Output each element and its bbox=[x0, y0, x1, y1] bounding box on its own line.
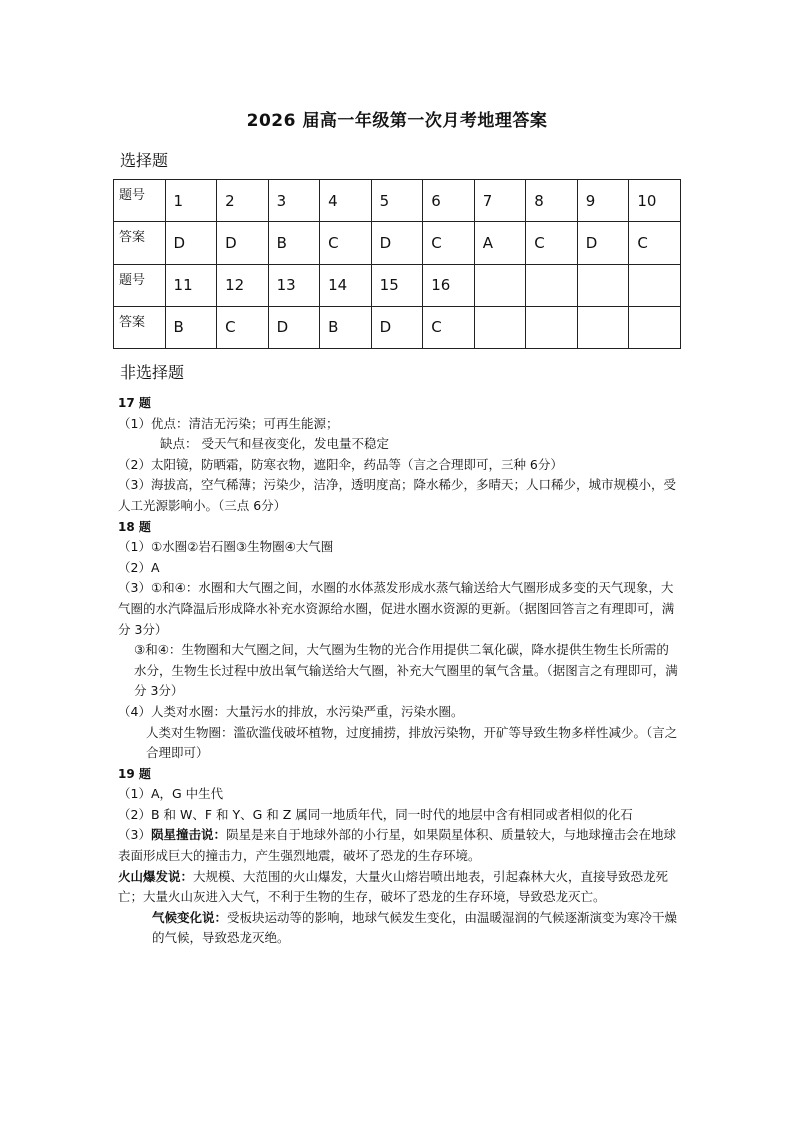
table-cell: 7 bbox=[474, 180, 526, 222]
q19-line-2: （2）B 和 W、F 和 Y、G 和 Z 属同一地质年代，同一时代的地层中含有相同或者相似的化石 bbox=[118, 806, 633, 822]
table-row bbox=[114, 222, 681, 264]
q19-line-3 bbox=[118, 825, 680, 866]
table-row bbox=[114, 306, 681, 348]
table-cell: 2 bbox=[217, 180, 269, 222]
q19-line-4 bbox=[118, 867, 680, 908]
table-cell: 5 bbox=[371, 180, 423, 222]
table-row-label: 题号 bbox=[114, 180, 166, 222]
q17-line-3: （2）太阳镜，防晒霜，防寒衣物，遮阳伞，药品等（言之合理即可，三种 6分） bbox=[118, 456, 563, 472]
q19-line-3-prefix: （3） bbox=[118, 827, 151, 843]
q17-line-1: （1）优点：清洁无污染；可再生能源； bbox=[118, 415, 339, 431]
table-cell: B bbox=[268, 222, 320, 264]
q18-heading: 18 题 bbox=[118, 519, 151, 534]
table-cell: B bbox=[165, 306, 217, 348]
table-cell bbox=[577, 306, 629, 348]
table-cell: 8 bbox=[526, 180, 578, 222]
q18-line-1: （1）①水圈②岩石圈③生物圈④大气圈 bbox=[118, 539, 334, 555]
table-cell bbox=[526, 264, 578, 306]
q19-line-4-text: 大规模、大范围的火山爆发，大量火山熔岩喷出地表，引起森林大火，直接导致恐龙死亡；大量火山灰进入大气，不利于生物的生存，破坏了恐龙的生存环境，导致恐龙灭亡。 bbox=[118, 868, 669, 905]
table-row-label: 答案 bbox=[114, 222, 166, 264]
q19-term-volcano: 火山爆发说： bbox=[118, 868, 194, 884]
table-cell: C bbox=[320, 222, 372, 264]
table-cell: 13 bbox=[268, 264, 320, 306]
table-cell: 16 bbox=[423, 264, 475, 306]
table-cell: D bbox=[268, 306, 320, 348]
table-cell: 15 bbox=[371, 264, 423, 306]
table-cell: C bbox=[423, 222, 475, 264]
table-cell: D bbox=[217, 222, 269, 264]
table-row-label: 题号 bbox=[114, 264, 166, 306]
table-cell: 6 bbox=[423, 180, 475, 222]
q18-line-5: （4）人类对水圈：大量污水的排放，水污染严重，污染水圈。 bbox=[118, 703, 464, 719]
table-cell: C bbox=[526, 222, 578, 264]
q19-heading: 19 题 bbox=[118, 766, 151, 781]
answer-body bbox=[118, 393, 680, 949]
section-heading-choice: 选择题 bbox=[120, 151, 169, 170]
q19-line-5 bbox=[118, 908, 680, 949]
q19-line-5-text: 受板块运动等的影响，地球气候发生变化，由温暖湿润的气候逐渐演变为寒冷干燥的气候，导致恐龙灭绝。 bbox=[152, 909, 678, 946]
q18-line-4: ③和④：生物圈和大气圈之间，大气圈为生物的光合作用提供二氧化碳，降水提供生物生长所需的水分，生物生长过程中放出氧气输送给大气圈，补充大气圈里的氧气含量。（据图言之有理即可，满分 3分） bbox=[134, 642, 678, 699]
table-row bbox=[114, 180, 681, 222]
table-cell bbox=[629, 264, 681, 306]
q19-line-1: （1）A，G 中生代 bbox=[118, 786, 224, 802]
table-cell: 11 bbox=[165, 264, 217, 306]
table-cell bbox=[577, 264, 629, 306]
q18-line-3: （3）①和④：水圈和大气圈之间，水圈的水体蒸发形成水蒸气输送给大气圈形成多变的天气现象，大气圈的水汽降温后形成降水补充水资源给水圈，促进水圈水资源的更新。（据图回答言之有理即可，满分 3分） bbox=[118, 580, 675, 637]
q19-line-3-text: 陨星是来自于地球外部的小行星，如果陨星体积、质量较大，与地球撞击会在地球表面形成巨大的撞击力，产生强烈地震，破坏了恐龙的生存环境。 bbox=[118, 827, 676, 864]
table-cell: 12 bbox=[217, 264, 269, 306]
table-cell bbox=[474, 264, 526, 306]
table-cell: 1 bbox=[165, 180, 217, 222]
table-cell: C bbox=[423, 306, 475, 348]
q17-line-2: 缺点： 受天气和昼夜变化，发电量不稳定 bbox=[160, 436, 389, 452]
q18-line-6: 人类对生物圈：滥砍滥伐破坏植物，过度捕捞，排放污染物，开矿等导致生物多样性减少。（言之合理即可） bbox=[146, 724, 678, 761]
q19-term-climate: 气候变化说： bbox=[152, 909, 228, 925]
table-row bbox=[114, 264, 681, 306]
q18-line-2: （2）A bbox=[118, 559, 160, 575]
table-cell bbox=[474, 306, 526, 348]
table-cell bbox=[629, 306, 681, 348]
table-cell: C bbox=[217, 306, 269, 348]
q17-heading: 17 题 bbox=[118, 396, 151, 410]
q19-term-meteor: 陨星撞击说： bbox=[150, 827, 226, 843]
table-row-label: 答案 bbox=[114, 306, 166, 348]
table-cell: D bbox=[577, 222, 629, 264]
q17-line-4: （3）海拔高，空气稀薄；污染少，洁净，透明度高；降水稀少，多晴天；人口稀少，城市规模小，受人工光源影响小。（三点 6分） bbox=[118, 477, 676, 513]
table-cell: A bbox=[474, 222, 526, 264]
table-cell: D bbox=[165, 222, 217, 264]
table-cell bbox=[526, 306, 578, 348]
answer-table bbox=[113, 179, 681, 349]
section-heading-nonchoice: 非选择题 bbox=[120, 363, 185, 382]
table-cell: B bbox=[320, 306, 372, 348]
table-cell: 9 bbox=[577, 180, 629, 222]
table-cell: D bbox=[371, 222, 423, 264]
table-cell: C bbox=[629, 222, 681, 264]
table-cell: 3 bbox=[268, 180, 320, 222]
table-cell: 10 bbox=[629, 180, 681, 222]
table-cell: 14 bbox=[320, 264, 372, 306]
table-cell: 4 bbox=[320, 180, 372, 222]
table-cell: D bbox=[371, 306, 423, 348]
page-title: 2026 届高一年级第一次月考地理答案 bbox=[246, 111, 548, 131]
